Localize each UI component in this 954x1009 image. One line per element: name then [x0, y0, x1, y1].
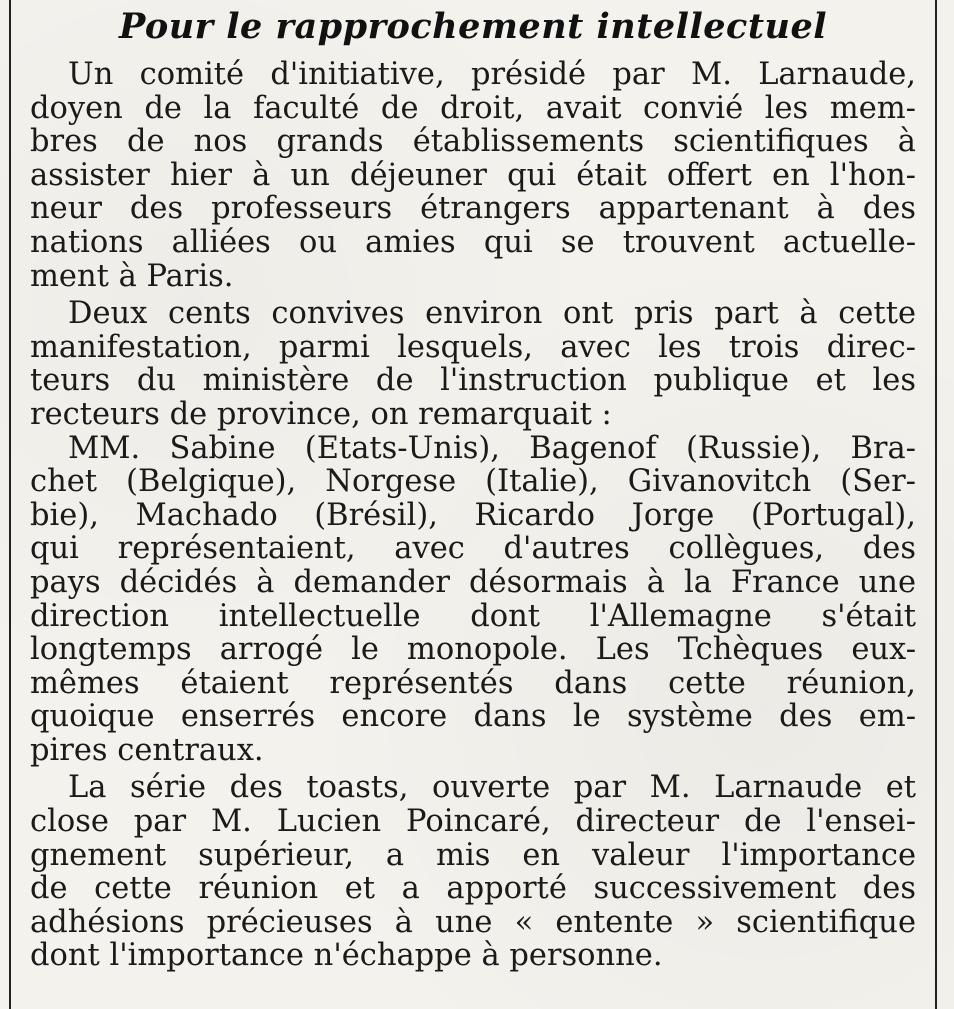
text-line: pays décidés à demander désormais à la France une: [30, 565, 916, 600]
text-line: recteurs de province, on remarquait :: [30, 397, 612, 432]
text-line: direction intellectuelle dont l'Allemagne s'était: [30, 599, 916, 634]
text-line: qui représentaient, avec d'autres collègues, des: [30, 532, 916, 566]
text-line: mêmes étaient représentés dans cette réunion,: [30, 666, 916, 701]
column-rule-left: [9, 0, 11, 1009]
text-line: neur des professeurs étrangers appartenant à des: [30, 192, 916, 226]
text-line: longtemps arrogé le monopole. Les Tchèques eux-: [30, 633, 916, 667]
text-line: nations alliées ou amies qui se trouvent actuelle-: [30, 225, 916, 260]
text-line: bres de nos grands établissements scientifiques à: [30, 125, 916, 159]
paragraph-3: [30, 432, 916, 768]
column-rule-right: [935, 0, 937, 1009]
text-line: adhésions précieuses à une « entente » scientifique: [30, 905, 916, 940]
text-line: quoique enserrés encore dans le système des em-: [30, 700, 916, 734]
article: [30, 6, 916, 973]
text-line: close par M. Lucien Poincaré, directeur de l'ensei-: [30, 805, 916, 839]
text-line: Un comité d'initiative, présidé par M. Larnaude,: [68, 58, 916, 92]
paragraph-2: [30, 297, 916, 431]
text-line: assister hier à un déjeuner qui était offert en l'hon-: [30, 158, 916, 193]
text-line: dont l'importance n'échappe à personne.: [30, 939, 663, 974]
paragraph-1: [30, 58, 916, 293]
article-headline: Pour le rapprochement intellectuel: [118, 6, 828, 47]
text-line: pires centraux.: [30, 733, 264, 768]
text-line: manifestation, parmi lesquels, avec les trois direc-: [30, 330, 916, 365]
text-line: ment à Paris.: [30, 259, 234, 294]
text-line: de cette réunion et a apporté successivement des: [30, 872, 916, 906]
text-line: Deux cents convives environ ont pris part à cette: [68, 297, 916, 331]
text-line: teurs du ministère de l'instruction publique et les: [30, 364, 916, 398]
text-line: gnement supérieur, a mis en valeur l'importance: [30, 838, 916, 873]
text-line: La série des toasts, ouverte par M. Larnaude et: [68, 771, 916, 806]
text-line: doyen de la faculté de droit, avait convié les mem-: [30, 91, 916, 126]
text-line: MM. Sabine (Etats-Unis), Bagenof (Russie), Bra-: [68, 431, 916, 466]
text-line: bie), Machado (Brésil), Ricardo Jorge (Portugal),: [30, 498, 916, 533]
paragraph-4: [30, 771, 916, 973]
text-line: chet (Belgique), Norgese (Italie), Givanovitch (Ser-: [30, 465, 916, 499]
